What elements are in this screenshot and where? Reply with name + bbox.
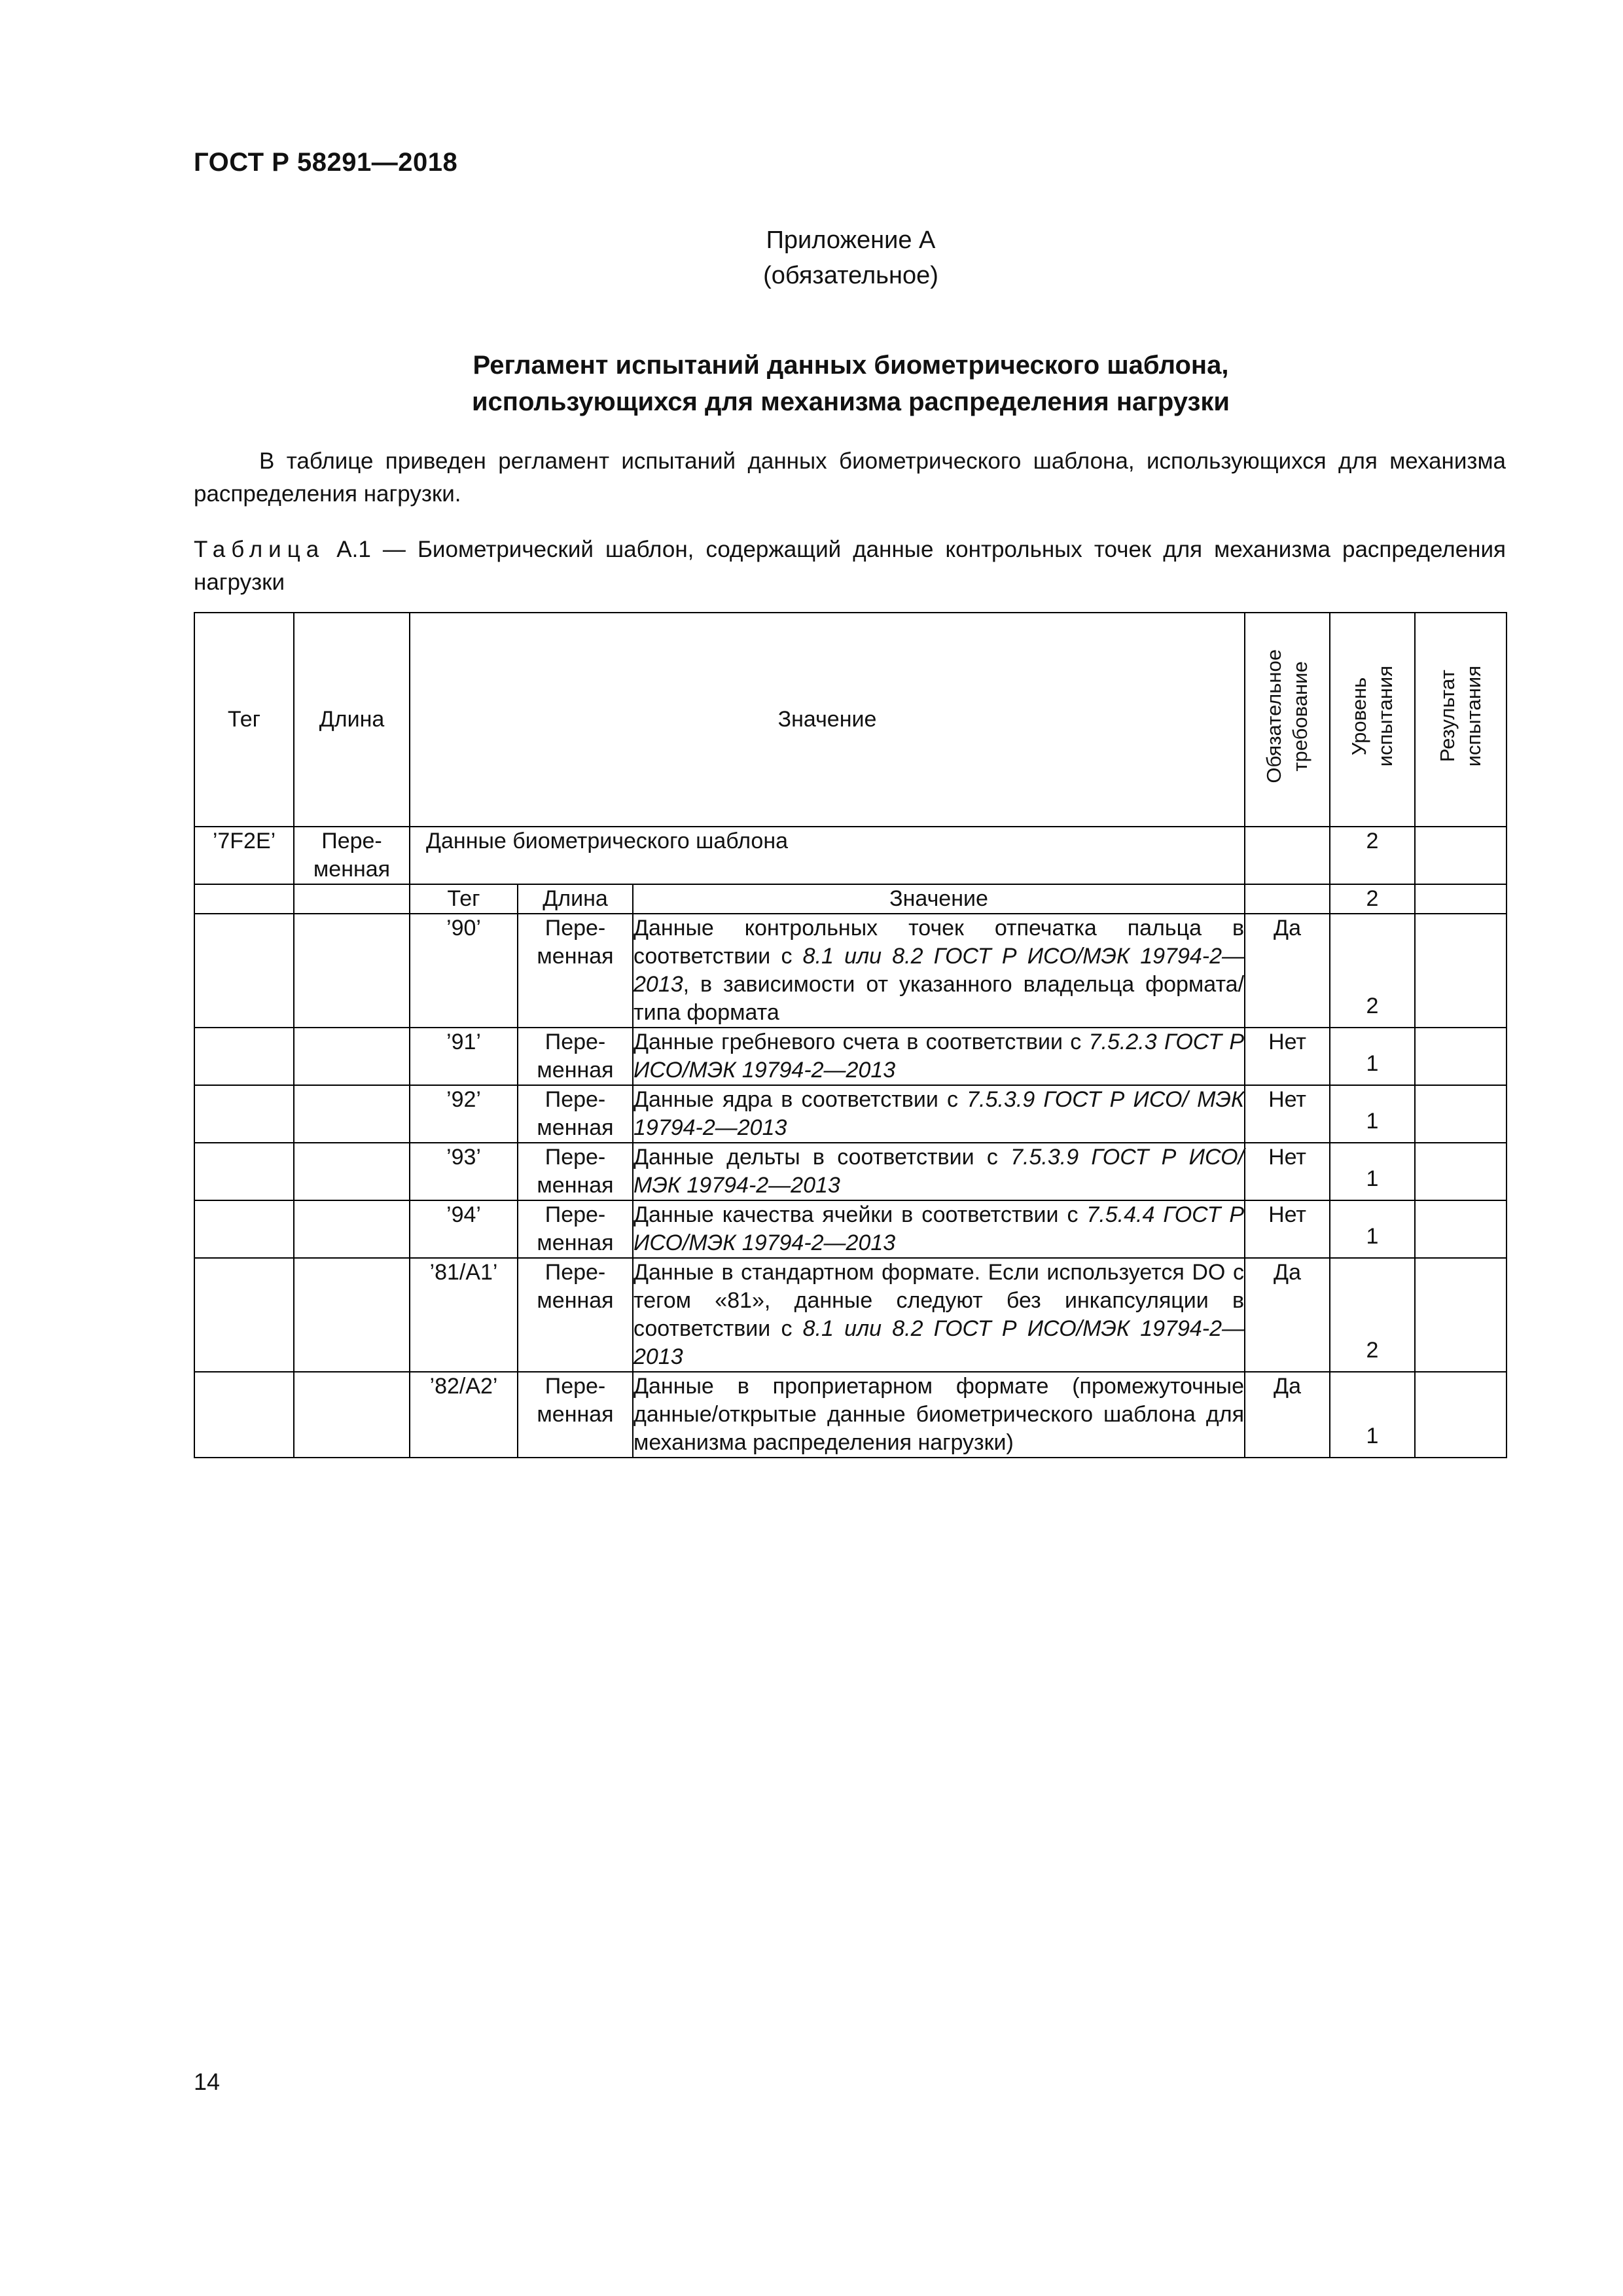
cell-mandatory: Да (1245, 1372, 1330, 1458)
cell-tag: ’90’ (410, 914, 518, 1028)
page-number: 14 (194, 2068, 221, 2095)
cell-empty (294, 884, 410, 914)
cell-value-text: Данные в стандартном формате. Если используется DO с тегом «81», данные следуют без инкапсуляции в соответствии с (633, 1260, 1245, 1341)
cell-value (633, 914, 1245, 1028)
header-level-line-2: испытания (1374, 665, 1397, 767)
cell-result (1415, 884, 1507, 914)
cell-empty (194, 1258, 294, 1372)
cell-value (633, 1085, 1245, 1143)
table-header-row (194, 613, 1507, 827)
header-length: Длина (294, 613, 410, 827)
cell-tag: ’91’ (410, 1028, 518, 1085)
cell-empty (294, 1200, 410, 1258)
header-level (1330, 613, 1415, 827)
cell-value-text: Данные в проприетарном формате (промежуточные данные/открытые данные биометрического шаблона для механизма распределения нагрузки) (633, 1374, 1245, 1455)
header-result-line-1: Результат (1436, 670, 1459, 762)
table-row (194, 1372, 1507, 1458)
cell-level: 2 (1330, 827, 1415, 884)
table-row (194, 1200, 1507, 1258)
header-result-line-2: испытания (1462, 665, 1486, 767)
cell-empty (194, 884, 294, 914)
cell-result (1415, 1200, 1507, 1258)
cell-empty (294, 1372, 410, 1458)
table-caption (194, 533, 1506, 599)
table-row (194, 1085, 1507, 1143)
cell-level: 2 (1330, 914, 1415, 1028)
cell-length: Пере- менная (518, 1372, 633, 1458)
header-result (1415, 613, 1507, 827)
cell-value-text: Данные дельты в соответствии с (633, 1145, 1011, 1170)
cell-empty (194, 1143, 294, 1200)
cell-mandatory: Да (1245, 1258, 1330, 1372)
cell-level: 2 (1330, 1258, 1415, 1372)
cell-level: 1 (1330, 1200, 1415, 1258)
header-mandatory (1245, 613, 1330, 827)
subheader-value: Значение (633, 884, 1245, 914)
annex-label: Приложение А (766, 226, 936, 254)
cell-result (1415, 1143, 1507, 1200)
cell-tag: ’93’ (410, 1143, 518, 1200)
table-row (194, 1028, 1507, 1085)
cell-value-reference: 7.5.4.4 ГОСТ Р ИСО/МЭК 19794-2—2013 (633, 1202, 1244, 1255)
cell-empty (294, 1028, 410, 1085)
cell-value-text: Данные контрольных точек отпечатка пальца в соответствии с (633, 916, 1245, 969)
annex-title-line-1: Регламент испытаний данных биометрического шаблона, (473, 351, 1229, 380)
cell-value (633, 1258, 1245, 1372)
cell-value (633, 1028, 1245, 1085)
cell-empty (294, 1085, 410, 1143)
cell-length: Пере- менная (518, 914, 633, 1028)
annex-heading (0, 223, 1623, 293)
cell-result (1415, 1085, 1507, 1143)
table-subheader-row (194, 884, 1507, 914)
cell-length: Пере- менная (518, 1200, 633, 1258)
header-value: Значение (410, 613, 1245, 827)
cell-mandatory: Нет (1245, 1143, 1330, 1200)
header-level-line-1: Уровень (1347, 677, 1371, 755)
cell-result (1415, 827, 1507, 884)
table-row (194, 914, 1507, 1028)
table-row (194, 1143, 1507, 1200)
table-row (194, 1258, 1507, 1372)
cell-length: Пере- менная (518, 1085, 633, 1143)
cell-result (1415, 1028, 1507, 1085)
subheader-level: 2 (1330, 884, 1415, 914)
regulation-table (194, 612, 1507, 1458)
cell-empty (194, 914, 294, 1028)
intro-paragraph: В таблице приведен регламент испытаний данных биометрического шаблона, использующихся для механизма распределения нагрузки. (194, 448, 1506, 507)
cell-empty (194, 1200, 294, 1258)
cell-tag: ’82/A2’ (410, 1372, 518, 1458)
cell-empty (194, 1028, 294, 1085)
cell-empty (294, 914, 410, 1028)
cell-mandatory: Да (1245, 914, 1330, 1028)
cell-level: 1 (1330, 1085, 1415, 1143)
cell-empty (194, 1372, 294, 1458)
subheader-length: Длина (518, 884, 633, 914)
cell-value-text-after: , в зависимости от указанного владельца формата/типа формата (633, 972, 1245, 1025)
cell-length: Пере- менная (294, 827, 410, 884)
cell-value-reference: 8.1 или 8.2 ГОСТ Р ИСО/МЭК 19794-2—2013 (633, 944, 1245, 997)
cell-value-reference: 7.5.3.9 ГОСТ Р ИСО/ МЭК 19794-2—2013 (633, 1145, 1245, 1198)
header-mandatory-line-2: требование (1289, 660, 1312, 772)
cell-tag: ’7F2E’ (194, 827, 294, 884)
cell-length: Пере- менная (518, 1258, 633, 1372)
header-mandatory-line-1: Обязательное (1262, 649, 1286, 783)
cell-length: Пере- менная (518, 1143, 633, 1200)
cell-value-reference: 7.5.3.9 ГОСТ Р ИСО/ МЭК 19794-2—2013 (633, 1087, 1245, 1140)
cell-mandatory: Нет (1245, 1085, 1330, 1143)
cell-mandatory: Нет (1245, 1200, 1330, 1258)
table-row-7f2e (194, 827, 1507, 884)
cell-mandatory (1245, 884, 1330, 914)
cell-tag: ’92’ (410, 1085, 518, 1143)
cell-level: 1 (1330, 1372, 1415, 1458)
header-tag: Тег (194, 613, 294, 827)
cell-result (1415, 914, 1507, 1028)
cell-value (633, 1372, 1245, 1458)
cell-empty (294, 1143, 410, 1200)
subheader-tag: Тег (410, 884, 518, 914)
cell-value-text: Данные ядра в соответствии с (633, 1087, 967, 1112)
cell-value: Данные биометрического шаблона (410, 827, 1245, 884)
cell-value (633, 1143, 1245, 1200)
cell-empty (194, 1085, 294, 1143)
table-caption-prefix: Таблица (194, 537, 325, 562)
cell-empty (294, 1258, 410, 1372)
cell-value-text: Данные качества ячейки в соответствии с (633, 1202, 1087, 1227)
cell-level: 1 (1330, 1143, 1415, 1200)
cell-value-text: Данные гребневого счета в соответствии с (633, 1030, 1089, 1054)
annex-title-line-2: использующихся для механизма распределения нагрузки (471, 387, 1230, 416)
cell-value-reference: 8.1 или 8.2 ГОСТ Р ИСО/МЭК 19794-2—2013 (633, 1316, 1245, 1369)
cell-result (1415, 1258, 1507, 1372)
cell-length: Пере- менная (518, 1028, 633, 1085)
cell-value (633, 1200, 1245, 1258)
cell-tag: ’81/A1’ (410, 1258, 518, 1372)
annex-title (0, 347, 1623, 420)
cell-value-reference: 7.5.2.3 ГОСТ Р ИСО/МЭК 19794-2—2013 (633, 1030, 1245, 1083)
cell-tag: ’94’ (410, 1200, 518, 1258)
cell-result (1415, 1372, 1507, 1458)
annex-status: (обязательное) (763, 262, 938, 289)
document-code: ГОСТ Р 58291—2018 (194, 148, 458, 177)
cell-mandatory: Нет (1245, 1028, 1330, 1085)
cell-level: 1 (1330, 1028, 1415, 1085)
table-caption-text: А.1 — Биометрический шаблон, содержащий данные контрольных точек для механизма распределения нагрузки (194, 537, 1506, 595)
cell-mandatory (1245, 827, 1330, 884)
